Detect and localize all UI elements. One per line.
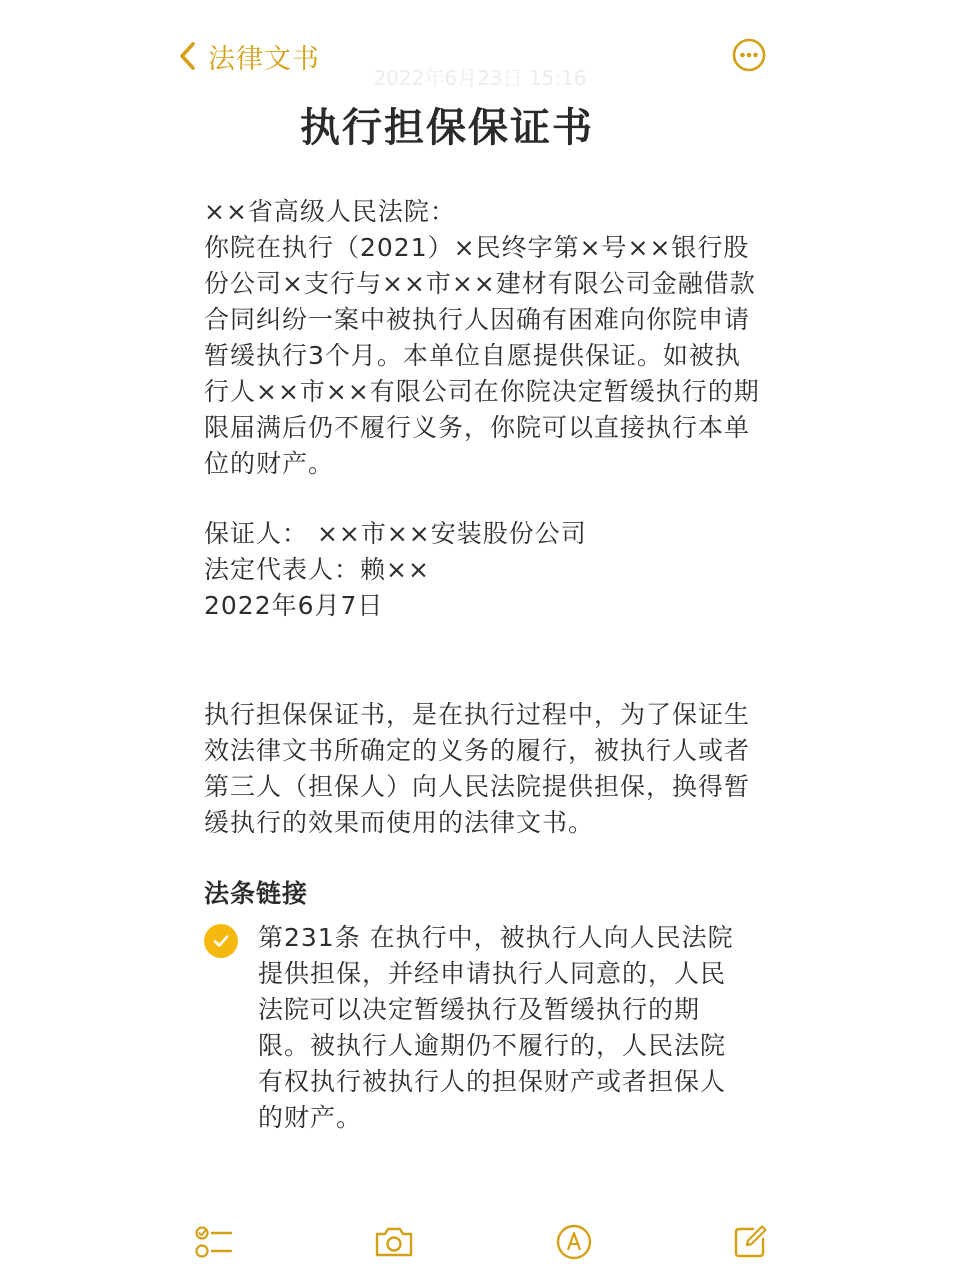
compose-icon <box>731 1223 769 1265</box>
camera-icon <box>373 1225 415 1263</box>
representative-line: 法定代表人：赖×× <box>204 555 430 584</box>
checkmark-circle-icon[interactable] <box>204 924 238 958</box>
checklist-item-text: 第231条 在执行中，被执行人向人民法院提供担保，并经申请执行人同意的，人民法院可以决定暂缓执行及暂缓执行的期限。被执行人逾期仍不履行的，人民法院有权执行被执行人的担保财产或者担保人的财产。 <box>258 923 734 1132</box>
markup-button[interactable] <box>552 1224 596 1264</box>
guarantor-line: 保证人： ××市××安装股份公司 <box>204 519 587 548</box>
letter-section <box>204 194 760 482</box>
signature-date: 2022年6月7日 <box>204 591 384 620</box>
note-title: 执行担保保证书 <box>300 105 594 151</box>
law-section-heading: 法条链接 <box>204 879 309 908</box>
explanation-paragraph: 执行担保保证书，是在执行过程中，为了保证生效法律文书所确定的义务的履行，被执行人或者第三人（担保人）向人民法院提供担保，换得暂缓执行的效果而使用的法律文书。 <box>204 700 751 837</box>
signature-section <box>204 516 760 624</box>
checklist-item <box>204 920 764 1136</box>
letter-addressee: ××省高级人民法院： <box>204 197 456 226</box>
letter-body: 你院在执行（2021）×民终字第×号××银行股份公司×支行与××市××建材有限公司金融借款合同纠纷一案中被执行人因确有困难向你院申请暂缓执行3个月。本单位自愿提供保证。如被执行人××市××有限公司在你院决定暂缓执行的期限届满后仍不履行义务，你院可以直接执行本单位的财产。 <box>204 233 760 478</box>
camera-button[interactable] <box>372 1224 416 1264</box>
checklist-button[interactable] <box>192 1224 236 1264</box>
note-timestamp: 2022年6月23日 15:16 <box>373 66 587 90</box>
markup-pen-icon <box>555 1223 593 1265</box>
back-button-label: 法律文书 <box>208 43 320 75</box>
checklist-icon <box>194 1224 234 1264</box>
compose-button[interactable] <box>728 1224 772 1264</box>
